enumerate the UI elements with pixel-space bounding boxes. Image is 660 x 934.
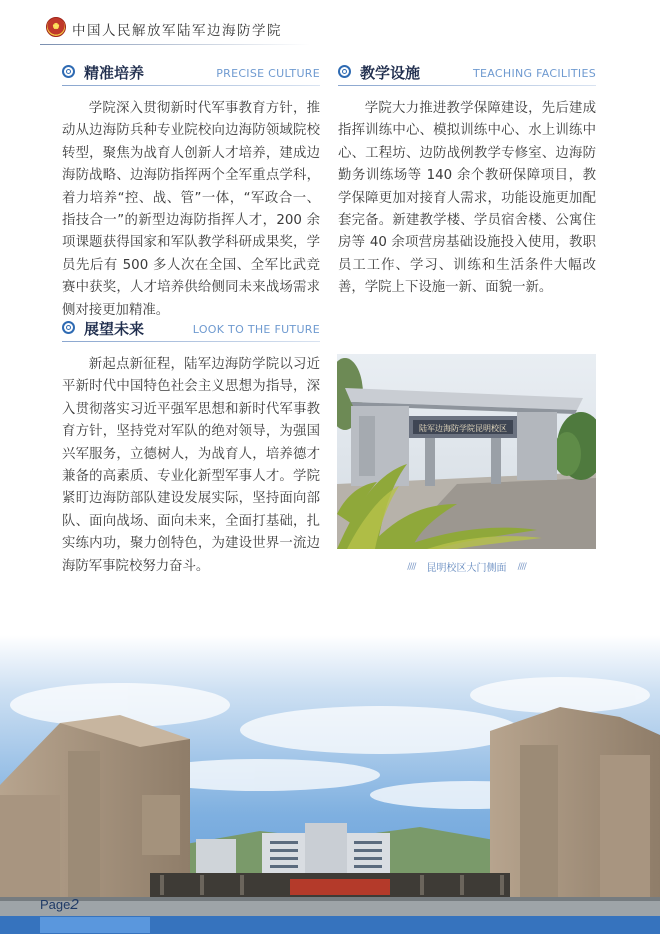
section-en-future: LOOK TO THE FUTURE <box>192 323 320 336</box>
target-circle-icon <box>338 65 351 78</box>
photo-caption: 昆明校区大门侧面 <box>426 563 507 574</box>
campus-panorama-photo <box>0 635 660 934</box>
page-header <box>40 12 640 42</box>
section-en-facilities: TEACHING FACILITIES <box>473 67 596 80</box>
photo-caption-row <box>337 556 596 572</box>
page-number <box>40 896 79 913</box>
target-circle-icon <box>62 321 75 334</box>
header-divider <box>40 44 310 45</box>
paragraph-future: 新起点新征程，陆军边海防学院以习近平新时代中国特色社会主义思想为指导，深入贯彻落实习近平强军思想和新时代军事教育方针，坚持党对军队的绝对领导，为强国兴军服务，立德树人，为战育人，培养德才兼备的高素质、专业化新型军事人才。学院紧盯边海防部队建设发展实际，坚持面向部队、面向战场、面向未来，全面打基础，扎实练内功，聚力创特色，为建设世界一流边海防军事院校努力奋斗。 <box>62 357 320 574</box>
gate-illustration <box>337 354 596 549</box>
section-head-future <box>62 318 320 342</box>
page-number-value: 2 <box>70 896 79 913</box>
paragraph-facilities: 学院大力推进教学保障建设，先后建成指挥训练中心、模拟训练中心、水上训练中心、工程坊、边防战例教学专修室、边海防勤务训练场等 140 余个教研保障项目，教学保障更加对接育人需求，功能设施更加配套完备。新建教学楼、学员宿舍楼、公寓住房等 40 余项营房基础设施投入使用，教职员工工作、学习、训练和生活条件大幅改善，学院上下设施一新、面貌一新。 <box>338 101 596 296</box>
section-head-facilities <box>338 62 596 86</box>
panorama-illustration <box>0 635 660 934</box>
section-rule <box>338 85 596 86</box>
page-prefix: Page <box>40 897 71 912</box>
section-rule <box>62 341 320 342</box>
target-circle-icon <box>62 65 75 78</box>
header-title: 中国人民解放军陆军边海防学院 <box>72 23 282 39</box>
army-emblem-icon: ★ <box>46 17 66 37</box>
section-title-future: 展望未来 <box>84 320 145 338</box>
section-head-precise <box>62 62 320 86</box>
caption-slash-decoration: //// <box>517 561 526 572</box>
paragraph-precise: 学院深入贯彻新时代军事教育方针，推动从边海防兵种专业院校向边海防领域院校转型，聚焦为战育人创新人才培养，建成边海防战略、边海防指挥两个全军重点学科，着力培养“控、战、管”一体，“军政合一、指技合一”的新型边海防指挥人才，200 余项课题获得国家和军队教学科研成果奖，学员先后有 500 多人次在全国、全军比武竞赛中获奖，人才培养供给侧同未来战场需求侧对接更加精准。 <box>62 101 320 318</box>
campus-gate-photo <box>337 354 596 549</box>
section-en-precise: PRECISE CULTURE <box>216 67 320 80</box>
section-title-precise: 精准培养 <box>84 64 145 82</box>
section-rule <box>62 85 320 86</box>
caption-slash-decoration: //// <box>407 561 416 572</box>
section-title-facilities: 教学设施 <box>360 64 421 82</box>
gate-sign: 陆军边海防学院昆明校区 <box>419 424 507 433</box>
